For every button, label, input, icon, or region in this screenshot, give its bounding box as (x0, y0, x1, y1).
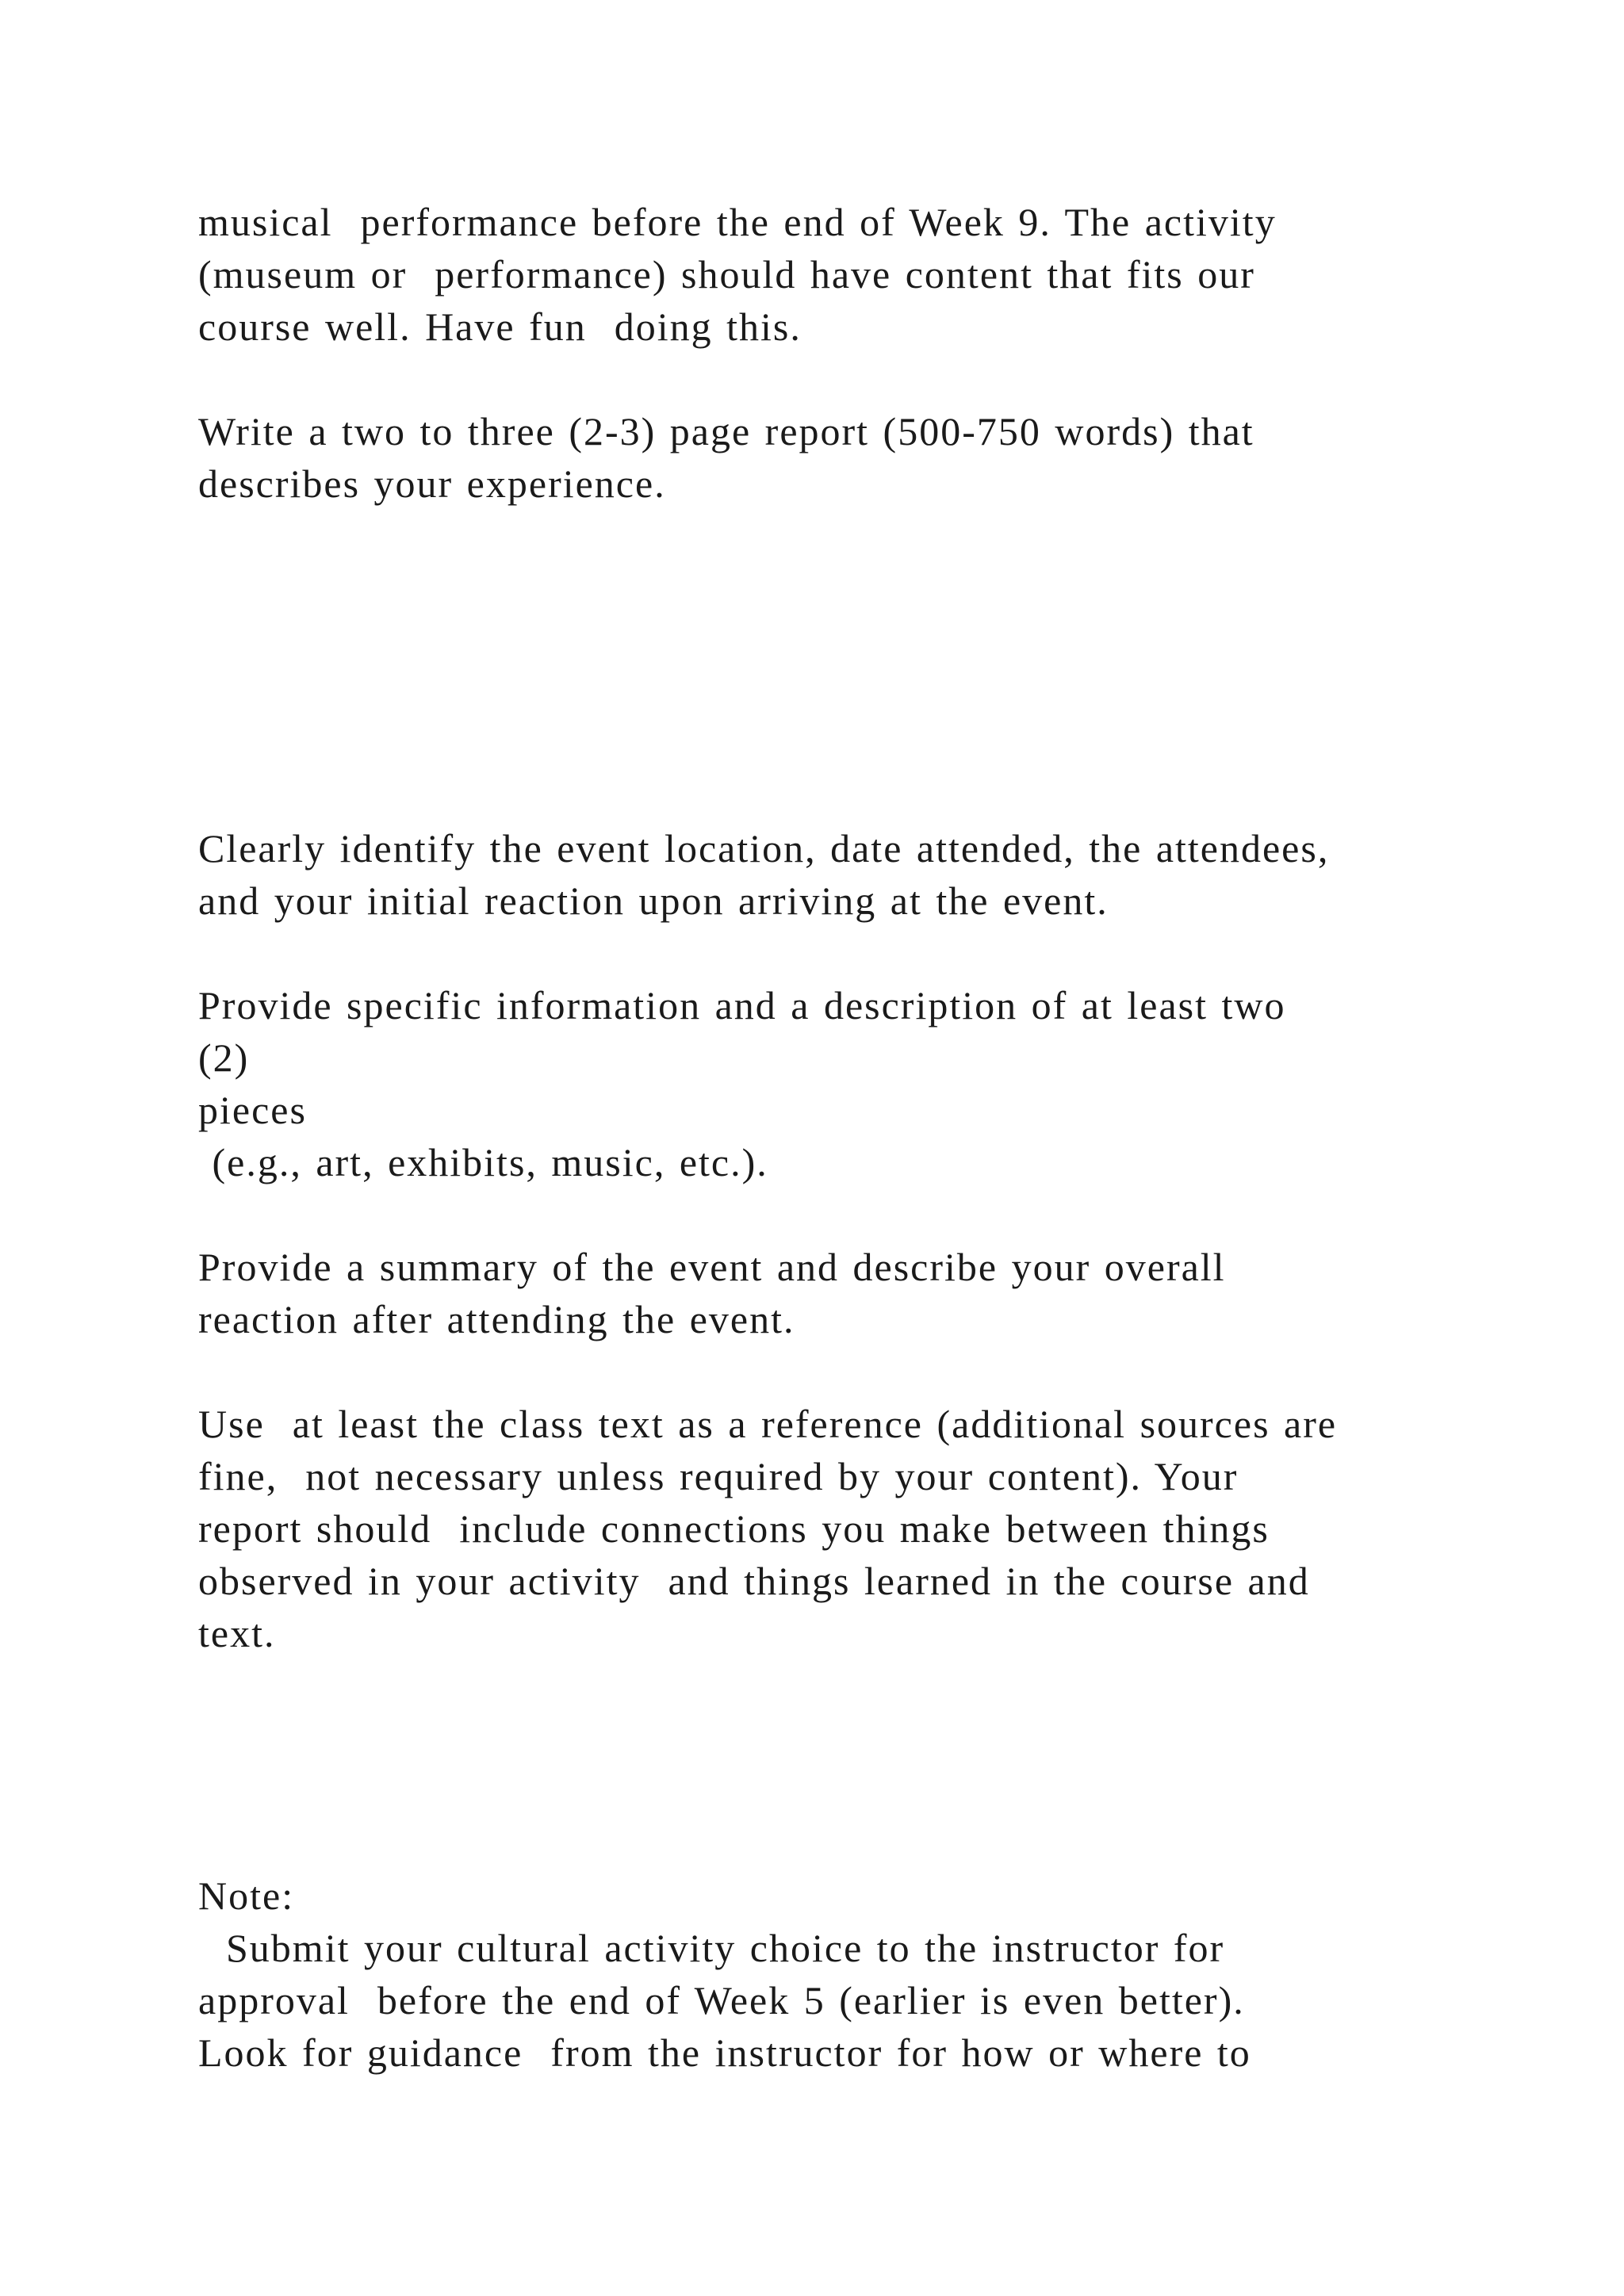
text-line: Look for guidance from the instructor for how or where to (198, 2030, 1251, 2075)
text-line: describes your experience. (198, 461, 666, 506)
text-line: Clearly identify the event location, date attended, the attendees, (198, 826, 1330, 871)
text-line: course well. Have fun doing this. (198, 304, 802, 349)
text-line: Provide specific information and a description of at least two (198, 983, 1286, 1027)
text-line: text. (198, 1611, 276, 1655)
text-line: (2) (198, 1035, 250, 1080)
text-line: Provide a summary of the event and describe your overall (198, 1245, 1226, 1289)
text-line: report should include connections you make between things (198, 1506, 1270, 1551)
text-line: and your initial reaction upon arriving at the event. (198, 878, 1109, 923)
text-line: observed in your activity and things learned in the course and (198, 1559, 1310, 1603)
text-line: Submit your cultural activity choice to the instructor for (198, 1926, 1225, 1970)
text-line: (museum or performance) should have content that fits our (198, 252, 1255, 297)
text-line: musical performance before the end of Week 9. The activity (198, 200, 1277, 244)
text-line: pieces (198, 1088, 307, 1132)
text-line: Use at least the class text as a reference (additional sources are (198, 1402, 1338, 1446)
text-line: (e.g., art, exhibits, music, etc.). (198, 1140, 768, 1184)
text-line: Write a two to three (2-3) page report (500-750 words) that (198, 409, 1254, 453)
text-line: fine, not necessary unless required by your content). Your (198, 1454, 1239, 1498)
text-line: Note: (198, 1873, 295, 1918)
text-line: reaction after attending the event. (198, 1297, 795, 1341)
text-line: approval before the end of Week 5 (earlier is even better). (198, 1978, 1245, 2022)
